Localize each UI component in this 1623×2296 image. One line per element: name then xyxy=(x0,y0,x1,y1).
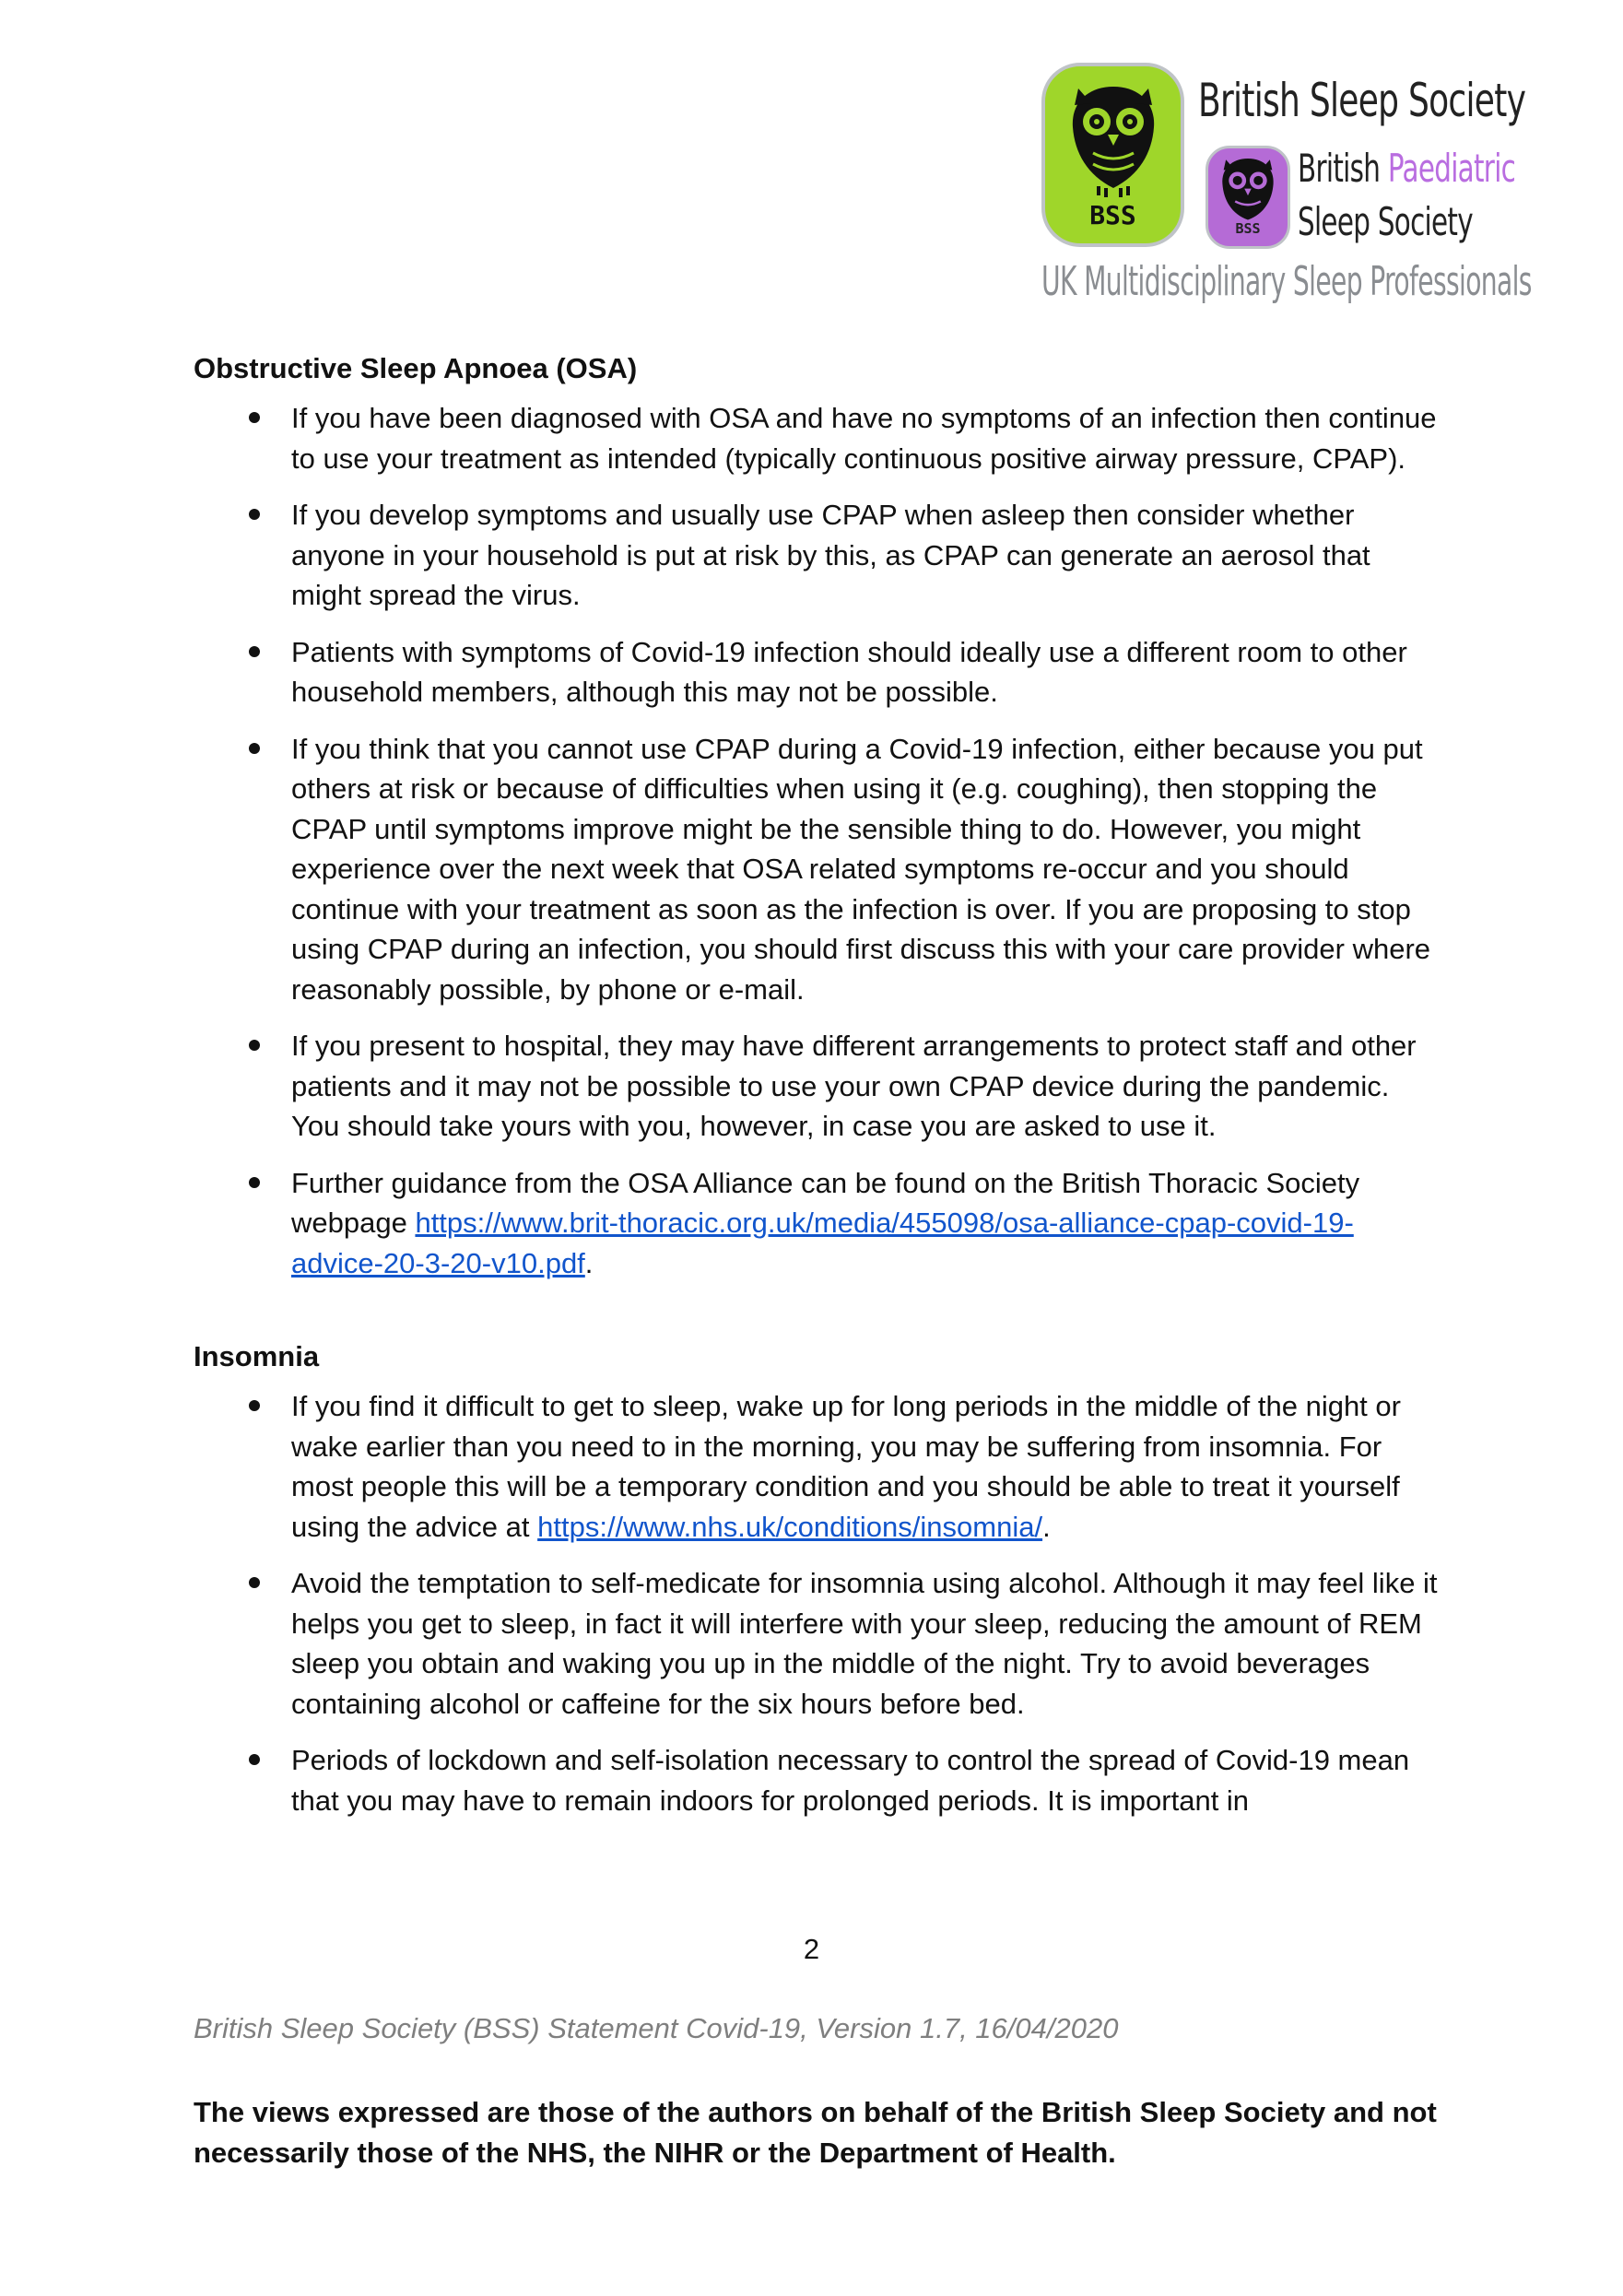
bullet-text-end: . xyxy=(584,1246,594,1279)
footer-disclaimer: The views expressed are those of the authors on behalf of the British Sleep Society and not necessarily those of the NHS, the NIHR or the Department of Health. xyxy=(194,2096,1437,2169)
logo-tagline: UK Multidisciplinary Sleep Professionals xyxy=(1041,258,1532,305)
list-item xyxy=(194,1163,1443,1284)
bullet-text: If you have been diagnosed with OSA and have no symptoms of an infection then continue to use your treatment as intended (typically continuous positive airway pressure, CPAP). xyxy=(291,402,1437,475)
bullet-icon xyxy=(249,646,260,657)
small-badge-label: BSS xyxy=(1235,220,1261,237)
bullet-icon xyxy=(249,412,260,423)
bullet-text-end: . xyxy=(1042,1510,1051,1543)
bullet-text: If you develop symptoms and usually use CPAP when asleep then consider whether anyone in your household is put at risk by this, as CPAP can generate an aerosol that might spread the virus. xyxy=(291,499,1370,611)
bullet-icon xyxy=(249,1754,260,1765)
list-item xyxy=(194,1563,1443,1724)
owl-badge-large xyxy=(1041,63,1184,247)
insomnia-bullet-list xyxy=(194,1386,1484,1820)
owl-icon xyxy=(1065,79,1161,199)
section-spacer xyxy=(194,1300,1484,1336)
footer-version: British Sleep Society (BSS) Statement Covid-19, Version 1.7, 16/04/2020 xyxy=(194,2012,1119,2044)
owl-badge-small xyxy=(1205,146,1290,249)
bullet-text: Patients with symptoms of Covid-19 infection should ideally use a different room to other household members, although this may not be possible. xyxy=(291,635,1407,708)
list-item xyxy=(194,495,1443,616)
logo-paediatric-word: Paediatric xyxy=(1387,146,1516,191)
bullet-icon xyxy=(249,509,260,520)
bullet-icon xyxy=(249,1040,260,1051)
document-body xyxy=(194,348,1484,1837)
page-number: 2 xyxy=(803,1933,820,1965)
logo-british-word: British xyxy=(1298,146,1388,191)
badge-label: BSS xyxy=(1089,200,1136,230)
bullet-icon xyxy=(249,743,260,754)
logo-paediatric-line2: Sleep Society xyxy=(1298,199,1473,244)
bullet-icon xyxy=(249,1400,260,1411)
osa-bullet-list xyxy=(194,398,1484,1283)
logo-society-name: British Sleep Society xyxy=(1198,74,1526,127)
bullet-icon xyxy=(249,1577,260,1588)
bullet-text: Avoid the temptation to self-medicate for insomnia using alcohol. Although it may feel like it helps you get to sleep, in fact it will interfere with your sleep, reducing the amount of REM sleep you obtain and waking you up in the middle of the night. Try to avoid beverages containing alcohol or caffeine for the six hours before bed. xyxy=(291,1567,1438,1720)
bullet-text: Further guidance from the OSA Alliance can be found on the British Thoracic Society webpage xyxy=(291,1166,1360,1239)
list-item xyxy=(194,632,1443,712)
owl-icon xyxy=(1217,154,1278,222)
list-item xyxy=(194,1026,1443,1147)
list-item xyxy=(194,398,1443,478)
nhs-insomnia-link[interactable]: https://www.nhs.uk/conditions/insomnia/ xyxy=(537,1510,1043,1543)
bullet-text: Periods of lockdown and self-isolation necessary to control the spread of Covid-19 mean that you may have to remain indoors for prolonged periods. It is important in xyxy=(291,1744,1410,1817)
section-heading-osa: Obstructive Sleep Apnoea (OSA) xyxy=(194,352,638,384)
bullet-icon xyxy=(249,1177,260,1188)
list-item xyxy=(194,1386,1443,1547)
bullet-text: If you think that you cannot use CPAP during a Covid-19 infection, either because you put others at risk or because of difficulties when using it (e.g. coughing), then stopping the CPAP until symptoms improve might be the sensible thing to do. However, you might experience over the next week that OSA related symptoms re-occur and you should continue with your treatment as soon as the infection is over. If you are proposing to stop using CPAP during an infection, you should first discuss this with your care provider where reasonably possible, by phone or e-mail. xyxy=(291,732,1431,1006)
logo-paediatric-line1 xyxy=(1298,146,1515,191)
section-heading-insomnia: Insomnia xyxy=(194,1340,320,1372)
list-item xyxy=(194,1740,1443,1820)
list-item xyxy=(194,729,1443,1010)
bts-guidance-link[interactable]: https://www.brit-thoracic.org.uk/media/455098/osa-alliance-cpap-covid-19-advice-20-3-20-v10.pdf xyxy=(291,1207,1354,1279)
bullet-text: If you present to hospital, they may have different arrangements to protect staff and other patients and it may not be possible to use your own CPAP device during the pandemic. You should take yours with you, however, in case you are asked to use it. xyxy=(291,1030,1417,1142)
bss-logo xyxy=(1041,63,1532,312)
bullet-text: If you find it difficult to get to sleep, wake up for long periods in the middle of the night or wake earlier than you need to in the morning, you may be suffering from insomnia. For most people this will be a temporary condition and you should be able to treat it yourself using the advice at xyxy=(291,1390,1401,1543)
